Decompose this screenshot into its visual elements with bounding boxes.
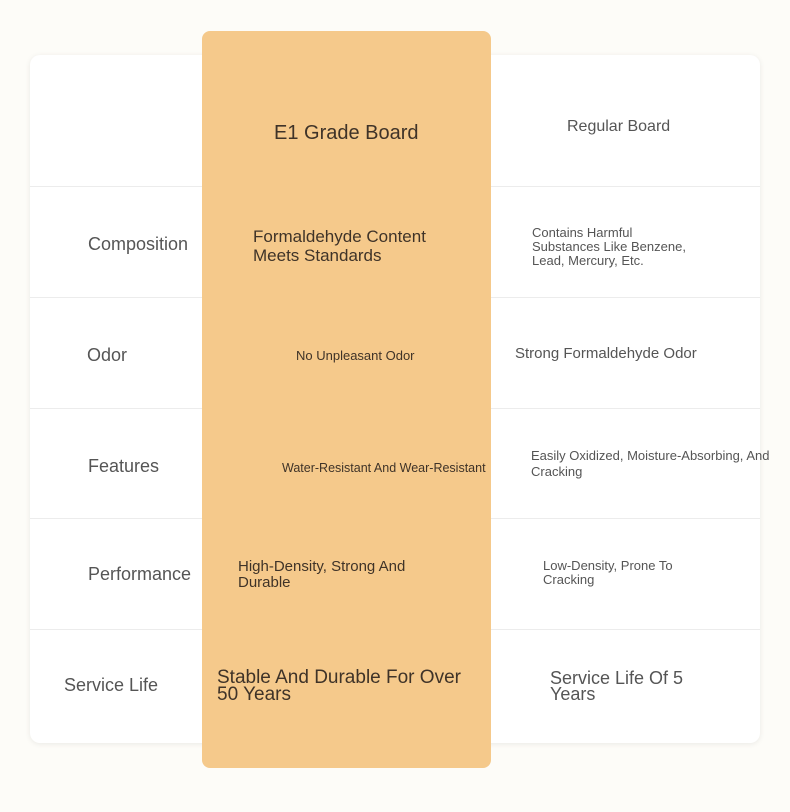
regular-column-header: Regular Board [567,118,671,135]
e1-column-header: E1 Grade Board [274,121,419,144]
e1-odor: No Unpleasant Odor [296,347,415,363]
row-label-composition: Composition [88,233,189,254]
row-label-features: Features [88,455,160,476]
e1-composition: Formaldehyde Content Meets Standards [253,227,426,265]
row-label-service-life: Service Life [64,674,159,695]
regular-service-life: Service Life Of 5 Years [550,668,684,704]
regular-odor: Strong Formaldehyde Odor [515,344,697,362]
row-label-performance: Performance [88,563,192,584]
e1-service-life: Stable And Durable For Over 50 Years [217,667,461,705]
row-label-odor: Odor [87,344,128,365]
regular-features: Easily Oxidized, Moisture-Absorbing, And Cracking [531,448,770,479]
e1-features: Water-Resistant And Wear-Resistant [282,461,486,475]
regular-composition: Contains Harmful Substances Like Benzene, Lead, Mercury, Etc. [532,225,686,268]
e1-performance: High-Density, Strong And Durable [238,558,406,591]
regular-performance: Low-Density, Prone To Cracking [543,558,673,587]
